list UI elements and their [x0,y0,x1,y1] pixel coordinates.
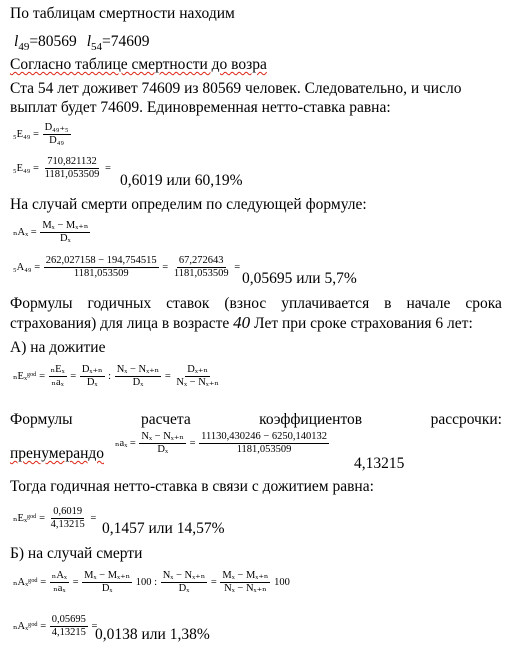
formula-2-lhs: ₅E₄₉ = [13,162,39,174]
formula-6-frac-2 [199,431,329,456]
p3-word: рассрочки: [430,411,502,428]
p2-word: (взнос [224,295,267,312]
formula-7-num: 0,6019 [53,506,83,517]
formula-6-num-2: 11130,430246 − 6250,140132 [201,431,328,442]
formula-death-calc [13,255,240,280]
formula-1-den: D₄₉ [49,135,65,146]
formula-6-num: Nₓ − Nₓ₊ₙ [141,431,184,442]
death-intro-line: На случай смерти определим по следующей формуле: [10,196,367,213]
formula-1-lhs: ₅E₄₉ = [13,128,39,140]
p2-word: уплачивается [281,295,370,312]
paragraph-1-line-2: выплат будет 74609. Единовременная нетто-ставка равна: [10,99,391,116]
formula-8-num-3: Nₓ − Nₓ₊ₙ [162,570,206,581]
p3-word: расчета [141,411,191,428]
formula-8-frac-2 [82,570,132,595]
formula-8-lhs: ₙAₓᵍᵒᵈ = [13,576,47,588]
formula-annual-death [13,570,290,595]
formula-3-lhs: ₙAₓ = [13,226,37,238]
formula-5-den-3: Dₓ [132,377,144,388]
formula-8-num-4: Mₓ − Mₓ₊ₙ [222,570,269,581]
life-table-values [14,33,150,53]
formula-8-eq-1: = [72,576,79,588]
formula-5-den-4: Nₓ − Nₓ₊ₙ [176,377,219,388]
formula-6-eq: = [189,437,196,449]
formula-8-den-3: Dₓ [178,583,190,594]
formula-5-eq-2: = [164,370,171,382]
paragraph-1-line-1: Ста 54 лет доживет 74609 из 80569 человек. Следовательно, и число [10,80,462,97]
formula-1-fraction [43,122,71,147]
formula-7-eq: = [90,512,97,524]
formula-6-lhs: ₙaₓ = [115,437,136,449]
formula-9-den: 4,13215 [51,627,86,638]
p3-word: коэффициентов [259,411,363,428]
formula-5-num-3: Nₓ − Nₓ₊ₙ [116,364,160,375]
text-line-1: По таблицам смертности находим [10,5,235,22]
formula-8-factor-2: 100 [274,576,290,588]
formula-6-den: Dₓ [157,444,168,455]
formula-8-frac-3 [161,570,208,595]
section-b-label: Б) на случай смерти [10,545,143,562]
formula-5-frac-1 [49,364,67,389]
paragraph-2-line-1 [10,295,502,313]
formula-2-den: 1181,053509 [44,169,100,180]
formula-8-den-1: ₙaₓ [53,583,66,594]
paragraph-3 [10,411,502,429]
formula-4-lhs: ₅A₄₉ = [13,261,41,273]
formula-4-den-2: 1181,053509 [173,268,229,279]
section-a-label: А) на дожитие [10,339,106,356]
formula-4-result: 0,05695 или 5,7% [242,270,357,287]
formula-4-eq-2: = [234,261,241,273]
paragraph-2-line-2 [10,314,473,333]
formula-9-lhs: ₙAₓᵍᵒᵈ = [13,620,47,632]
formula-8-frac-4 [220,570,270,595]
l54-symbol: l [86,33,91,50]
formula-1-num: D₄₉₊₅ [44,122,69,133]
p2-line2-post: Лет при сроке страхования 6 лет: [250,315,473,332]
p2-line2-pre: страхования) для лица в возрасте [10,315,234,332]
formula-9-frac [50,614,88,639]
formula-7-lhs: ₙEₓᵍᵒᵈ = [13,512,45,524]
formula-5-den-2: Dₓ [86,377,98,388]
l54-value: =74609 [102,33,150,50]
formula-9-result: 0,0138 или 1,38% [95,626,210,643]
formula-2-fraction [43,156,102,181]
p3-word: Формулы [10,411,73,428]
prenumerando-word: пренумерандо [10,445,105,462]
formula-4-fraction-1 [44,255,159,280]
formula-death-general [13,220,91,245]
formula-8-den-2: Dₓ [101,583,113,594]
formula-5-num-4: Dₓ₊ₙ [187,364,208,375]
formula-annual-endowment [13,364,222,389]
l49-symbol: l [14,33,19,50]
formula-3-den: Dₓ [60,233,71,244]
formula-6-result: 4,13215 [354,455,405,472]
formula-7-den: 4,13215 [50,519,85,530]
formula-5-eq-1: = [70,370,77,382]
l49-value: =80569 [29,33,77,50]
p2-word: годичных [87,295,152,312]
formula-8-num-1: ₙAₓ [51,570,67,581]
formula-annuity-coefficient [115,431,330,456]
formula-endowment-calc [13,156,111,181]
formula-5-colon: : [108,370,112,382]
formula-2-result: 0,6019 или 60,19% [120,172,243,189]
formula-5-num-2: Dₓ₊ₙ [81,364,103,375]
formula-6-frac-1 [139,431,186,456]
formula-5-den-1: ₙaₓ [51,377,64,388]
annual-net-rate-intro: Тогда годичная нетто-ставка в связи с дожитием равна: [10,478,374,495]
text-line-3: Согласно таблице смертности до возра [10,56,267,73]
formula-6-den-2: 1181,053509 [236,444,292,455]
formula-9-num: 0,05695 [51,614,86,625]
l54-subscript: 54 [91,41,102,54]
formula-4-num-1: 262,027158 − 194,754515 [45,255,157,266]
formula-4-eq-1: = [162,261,169,273]
formula-8-eq-2: = [210,576,217,588]
p2-word: ставок [166,295,210,312]
formula-3-fraction [40,220,90,245]
formula-3-num: Mₓ − Mₓ₊ₙ [42,220,89,231]
formula-2-eq: = [104,162,111,174]
p2-word: в [384,295,392,312]
p2-word: начале [406,295,451,312]
formula-2-num: 710,821132 [47,156,97,167]
p2-age: 40 [233,313,251,332]
formula-5-lhs: ₙEₓᵍᵒᵈ = [13,370,45,382]
formula-4-den-1: 1181,053509 [73,268,129,279]
formula-5-frac-4 [174,364,221,389]
formula-annual-death-calc [13,614,97,639]
p2-word: срока [465,295,502,312]
formula-7-result: 0,1457 или 14,57% [102,520,225,537]
formula-8-num-2: Mₓ − Mₓ₊ₙ [84,570,131,581]
formula-5-num-1: ₙEₓ [50,364,65,375]
formula-5-frac-2 [80,364,105,389]
formula-endowment-general [13,122,72,147]
formula-4-fraction-2 [172,255,231,280]
l49-subscript: 49 [18,41,30,54]
formula-8-den-4: Nₓ − Nₓ₊ₙ [224,583,267,594]
formula-9-eq: = [91,620,98,632]
formula-4-num-2: 67,272643 [178,255,224,266]
formula-8-factor-1: 100 : [135,576,158,588]
formula-5-frac-3 [115,364,162,389]
formula-8-frac-1 [50,570,69,595]
formula-annual-endowment-calc [13,506,96,531]
p2-word: Формулы [10,295,73,312]
formula-7-frac [49,506,87,531]
